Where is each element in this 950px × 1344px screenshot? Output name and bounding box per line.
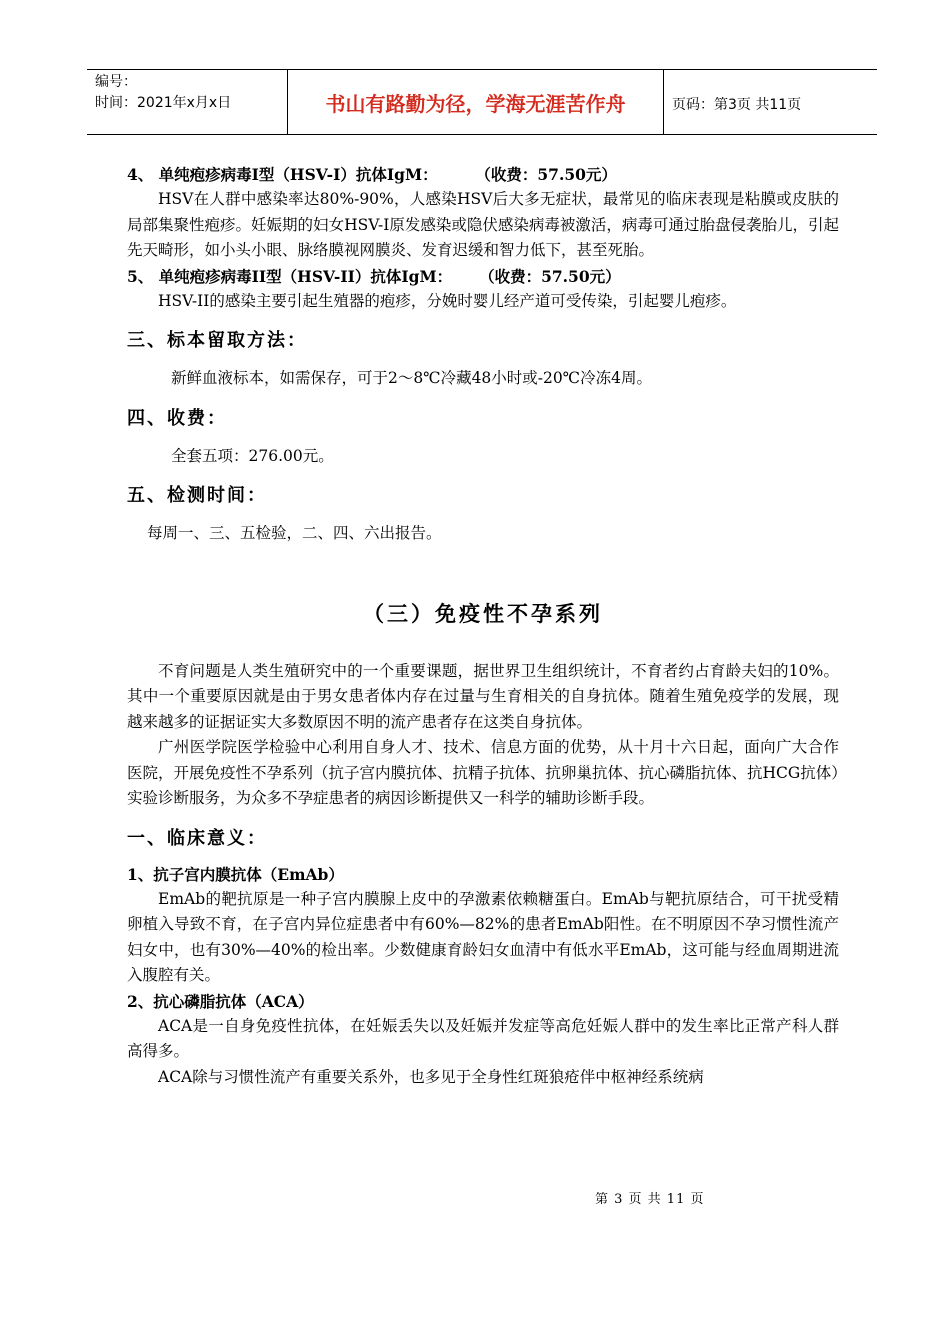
clinical-item-2-body-2: ACA除与习惯性流产有重要关系外，也多见于全身性红斑狼疮伴中枢神经系统病 [158,1067,704,1086]
clinical-title: 一、临床意义： [127,827,267,849]
item-4-heading: 4、 单纯疱疹病毒Ⅰ型（HSV-I）抗体IgM： （收费：57.50元） [127,165,617,184]
item-5-body: HSV-II的感染主要引起生殖器的疱疹，分娩时婴儿经产道可受传染，引起婴儿疱疹。 [158,291,737,310]
doc-number: 编号： [95,74,137,90]
section-5-title: 五、检测时间： [127,485,267,506]
section-3-title: 三、标本留取方法： [127,330,307,351]
document-body [127,160,839,1090]
header-motto: 书山有路勤为径，学海无涯苦作舟 [287,70,664,134]
series-title: （三）免疫性不孕系列 [363,600,603,626]
item-4-body: HSV在人群中感染率达80%-90%，人感染HSV后大多无症状，最常见的临床表现是粘膜或皮肤的局部集聚性疱疹。妊娠期的妇女HSV-I原发感染或隐伏感染病毒被激活，病毒可通过胎盘侵袭胎儿，引起先天畸形，如小头小眼、脉络膜视网膜炎、发育迟缓和智力低下，甚至死胎。 [127,190,839,259]
clinical-item-1-heading: 1、抗子宫内膜抗体（EmAb） [127,864,344,884]
intro-paragraph-1: 不育问题是人类生殖研究中的一个重要课题，据世界卫生组织统计，不育者约占育龄夫妇的10%。其中一个重要原因就是由于男女患者体内存在过量与生育相关的自身抗体。随着生殖免疫学的发展，现越来越多的证据证实大多数原因不明的流产患者存在这类自身抗体。 [127,661,839,731]
clinical-item-2-body-1: ACA是一自身免疫性抗体，在妊娠丢失以及妊娠并发症等高危妊娠人群中的发生率比正常产科人群高得多。 [127,1016,839,1060]
item-5-heading: 5、 单纯疱疹病毒II型（HSV-II）抗体IgM： （收费：57.50元） [127,266,621,286]
clinical-item-2-heading: 2、抗心磷脂抗体（ACA） [127,991,314,1011]
header-page-number: 页码：第3页 共11页 [672,97,802,113]
page-footer: 第 3 页 共 11 页 [595,1192,705,1207]
header-meta [87,70,287,134]
section-4-text: 全套五项：276.00元。 [171,446,334,465]
clinical-item-1-body: EmAb的靶抗原是一种子宫内膜腺上皮中的孕激素依赖糖蛋白。EmAb与靶抗原结合，可干扰受精卵植入导致不育，在子宫内异位症患者中有60%—82%的患者EmAb阳性。在不明原因不孕习惯性流产妇女中，也有30%—40%的检出率。少数健康育龄妇女血清中有低水平EmAb，这可能与经血周期进流入腹腔有关。 [127,889,839,984]
section-3-text: 新鲜血液标本，如需保存，可于2～8℃冷藏48小时或-20℃冷冻4周。 [171,369,652,387]
page-header [87,69,877,135]
intro-paragraph-2: 广州医学院医学检验中心利用自身人才、技术、信息方面的优势，从十月十六日起，面向广大合作医院，开展免疫性不孕系列（抗子宫内膜抗体、抗精子抗体、抗卵巢抗体、抗心磷脂抗体、抗HCG抗体）实验诊断服务，为众多不孕症患者的病因诊断提供又一科学的辅助诊断手段。 [127,738,840,807]
doc-time: 时间：2021年x月x日 [95,95,232,111]
section-4-title: 四、收费： [127,407,227,429]
section-5-text: 每周一、三、五检验，二、四、六出报告。 [147,524,442,542]
